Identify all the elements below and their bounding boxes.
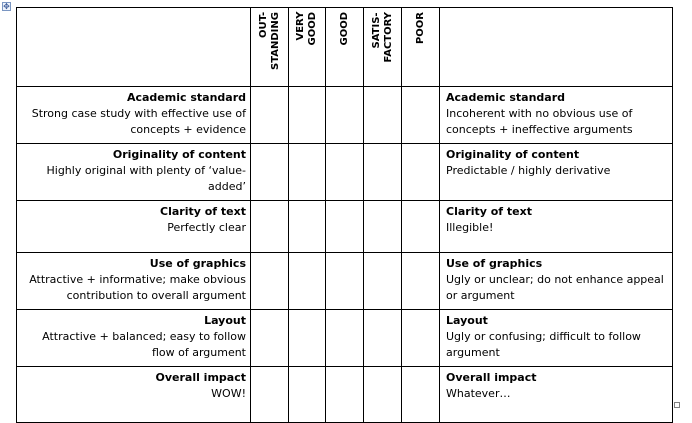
- column-label: SATIS- FACTORY: [370, 12, 394, 63]
- criterion-description: Perfectly clear: [167, 221, 246, 234]
- rating-cell[interactable]: [289, 87, 326, 144]
- rating-cell[interactable]: [326, 201, 364, 253]
- criterion-title: Layout: [446, 314, 488, 327]
- rating-cell[interactable]: [364, 201, 402, 253]
- rating-cell[interactable]: [326, 367, 364, 423]
- rating-cell[interactable]: [364, 87, 402, 144]
- rating-cell[interactable]: [402, 87, 440, 144]
- criterion-best-cell[interactable]: [17, 144, 251, 201]
- rating-cell[interactable]: [289, 253, 326, 310]
- rating-cell[interactable]: [364, 144, 402, 201]
- assessment-rubric-table: [16, 7, 673, 423]
- rating-cell[interactable]: [251, 87, 289, 144]
- criterion-worst-cell[interactable]: [440, 144, 673, 201]
- criterion-title: Academic standard: [126, 91, 246, 104]
- column-header-satisfactory[interactable]: [364, 8, 402, 87]
- table-row: [17, 87, 673, 144]
- rating-cell[interactable]: [364, 367, 402, 423]
- criterion-best-cell[interactable]: [17, 201, 251, 253]
- rating-cell[interactable]: [251, 367, 289, 423]
- criterion-title: Originality of content: [446, 148, 580, 161]
- criterion-description: Attractive + informative; make obvious contribution to overall argument: [29, 273, 246, 302]
- criterion-title: Clarity of text: [160, 205, 246, 218]
- criterion-title: Clarity of text: [446, 205, 532, 218]
- criterion-description: Ugly or confusing; difficult to follow argument: [446, 330, 641, 359]
- criterion-worst-cell[interactable]: [440, 367, 673, 423]
- column-header-outstanding[interactable]: [251, 8, 289, 87]
- criterion-description: WOW!: [211, 387, 246, 400]
- rating-cell[interactable]: [289, 144, 326, 201]
- criterion-title: Layout: [204, 314, 246, 327]
- criterion-description: Attractive + balanced; easy to follow flow of argument: [42, 330, 246, 359]
- criterion-description: Ugly or unclear; do not enhance appeal or argument: [446, 273, 664, 302]
- criterion-best-cell[interactable]: [17, 253, 251, 310]
- rating-cell[interactable]: [402, 201, 440, 253]
- rating-cell[interactable]: [402, 310, 440, 367]
- table-row: [17, 201, 673, 253]
- criterion-worst-cell[interactable]: [440, 87, 673, 144]
- criterion-title: Overall impact: [446, 371, 537, 384]
- header-row: [17, 8, 673, 87]
- criterion-description: Illegible!: [446, 221, 494, 234]
- table-row: [17, 310, 673, 367]
- criterion-best-cell[interactable]: [17, 87, 251, 144]
- column-header-very-good[interactable]: [289, 8, 326, 87]
- criterion-description: Incoherent with no obvious use of concepts + ineffective arguments: [446, 107, 633, 136]
- rating-cell[interactable]: [289, 310, 326, 367]
- criterion-title: Academic standard: [446, 91, 566, 104]
- rating-cell[interactable]: [326, 144, 364, 201]
- rating-cell[interactable]: [251, 201, 289, 253]
- column-header-poor[interactable]: [402, 8, 440, 87]
- criterion-description: Strong case study with effective use of concepts + evidence: [31, 107, 246, 136]
- header-blank-left[interactable]: [17, 8, 251, 87]
- criterion-best-cell[interactable]: [17, 310, 251, 367]
- rating-cell[interactable]: [402, 144, 440, 201]
- rating-cell[interactable]: [289, 367, 326, 423]
- criterion-best-cell[interactable]: [17, 367, 251, 423]
- rating-cell[interactable]: [364, 253, 402, 310]
- criterion-title: Overall impact: [155, 371, 246, 384]
- column-label: OUT- STANDING: [257, 12, 281, 70]
- column-label: POOR: [414, 12, 426, 45]
- rating-cell[interactable]: [402, 367, 440, 423]
- criterion-worst-cell[interactable]: [440, 201, 673, 253]
- table-row: [17, 367, 673, 423]
- rating-cell[interactable]: [251, 310, 289, 367]
- rating-cell[interactable]: [289, 201, 326, 253]
- rating-cell[interactable]: [402, 253, 440, 310]
- rating-cell[interactable]: [326, 310, 364, 367]
- criterion-title: Originality of content: [112, 148, 246, 161]
- column-header-good[interactable]: [326, 8, 364, 87]
- column-label: GOOD: [338, 12, 350, 46]
- rating-cell[interactable]: [326, 87, 364, 144]
- table-move-handle-icon[interactable]: ✥: [3, 2, 10, 11]
- table-row: [17, 253, 673, 310]
- criterion-description: Highly original with plenty of ‘value-added’: [46, 164, 246, 193]
- table-row: [17, 144, 673, 201]
- header-blank-right[interactable]: [440, 8, 673, 87]
- criterion-description: Whatever…: [446, 387, 511, 400]
- rating-cell[interactable]: [251, 253, 289, 310]
- criterion-title: Use of graphics: [149, 257, 246, 270]
- criterion-title: Use of graphics: [446, 257, 543, 270]
- criterion-worst-cell[interactable]: [440, 310, 673, 367]
- rating-cell[interactable]: [326, 253, 364, 310]
- criterion-worst-cell[interactable]: [440, 253, 673, 310]
- rating-cell[interactable]: [251, 144, 289, 201]
- criterion-description: Predictable / highly derivative: [446, 164, 611, 177]
- rating-cell[interactable]: [364, 310, 402, 367]
- table-resize-handle[interactable]: [674, 402, 680, 408]
- column-label: VERY GOOD: [295, 12, 318, 46]
